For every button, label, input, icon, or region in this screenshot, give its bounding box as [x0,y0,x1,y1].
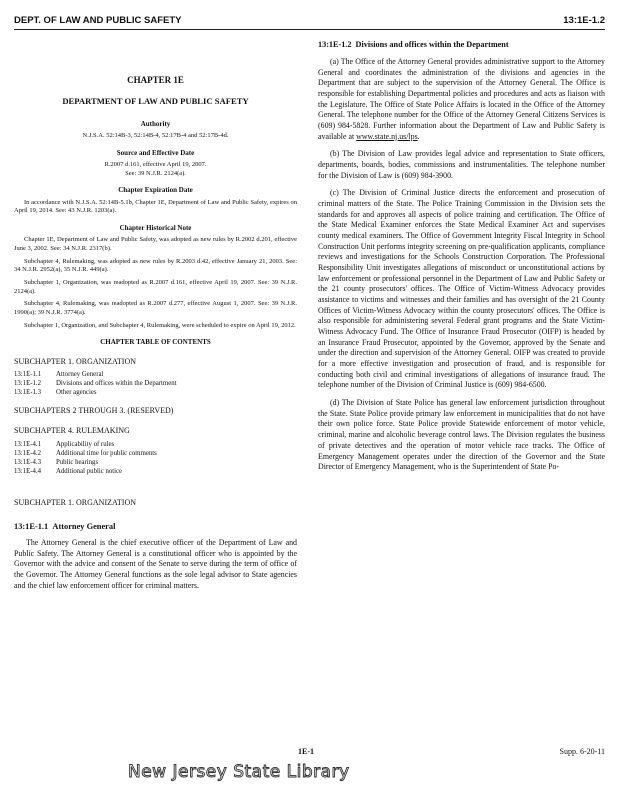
toc-item-number: 13:1E-4.2 [14,449,41,457]
paragraph-a [318,57,605,142]
history-note-4: Subchapter 4, Rulemaking, was readopted as R.2007 d.277, effective August 1, 2007. See: 39 N.J.R. 1990(a); 39 N.J.R. 3774(a). [14,300,297,316]
history-note-2: Subchapter 4, Rulemaking, was adopted as new rules by R.2003 d.42, effective January 21, 2003. See: 34 N.J.R. 2952(a), 35 N.J.R. 449(a). [14,257,297,274]
history-heading: Chapter Historical Note [119,224,192,233]
right-column [318,40,605,480]
toc-item-title: Applicability of rules [56,440,115,448]
toc-heading: CHAPTER TABLE OF CONTENTS [100,338,211,347]
section-1-1-heading [14,521,297,532]
toc-subchapter-4: SUBCHAPTER 4. RULEMAKING [14,426,130,436]
authority-text: N.J.S.A. 52:14B-3, 52:14B-4, 52:17B-4 and 52:17B-4d. [82,131,229,139]
toc-item-number: 13:1E-4.4 [14,467,41,475]
history-block [14,236,297,330]
toc-item-title: Public hearings [56,458,99,466]
authority-heading: Authority [140,119,171,128]
paragraph-b: (b) The Division of Law provides legal advice and representation to State officers, departments, boards, bodies, commissions and instrumentalities. The telephone number for the Division of Law is (609) 984-3900. [318,149,605,180]
toc-item-title: Additional public notice [56,467,123,475]
library-watermark: New Jersey State Library [128,762,350,782]
paragraph-a-end: . [417,131,420,141]
toc-subchapters-2-3: SUBCHAPTERS 2 THROUGH 3. (RESERVED) [14,406,174,416]
history-note-1: Chapter 1E, Department of Law and Public Safety, was adopted as new rules by R.2002 d.201, effective June 3, 2002. See: 34 N.J.R. 2317(b). [14,236,297,253]
section-title: Divisions and offices within the Department [355,40,509,49]
toc-item [14,379,297,388]
section-number: 13:1E-1.2 [318,40,352,49]
toc-item-title: Other agencies [56,389,97,397]
source-heading: Source and Effective Date [116,148,195,157]
department-title: DEPARTMENT OF LAW AND PUBLIC SAFETY [62,96,249,107]
toc-item-title: Divisions and offices within the Department [56,380,177,388]
toc-item [14,440,297,449]
section-title: Attorney General [52,521,116,531]
toc-subchapter-1: SUBCHAPTER 1. ORGANIZATION [14,356,137,366]
section-number: 13:1E-1.1 [14,521,49,531]
expiration-heading: Chapter Expiration Date [118,186,193,195]
toc-item-number: 13:1E-4.3 [14,458,41,466]
history-note-5: Subchapter 1, Organization, and Subchapter 4, Rulemaking, were scheduled to expire on April 19, 2012. [24,321,296,329]
header-rule [14,29,605,30]
toc-item-number: 13:1E-4.1 [14,440,41,448]
toc-item [14,449,297,458]
page-number: 1E-1 [298,747,314,756]
running-header-right: 13:1E-1.2 [563,15,605,26]
toc-item-number: 13:1E-1.1 [14,371,41,379]
left-column [14,40,297,598]
toc-item-title: Attorney General [56,371,104,379]
section-1-2-heading [318,40,605,51]
paragraph-a-text: (a) The Office of the Attorney General provides administrative support to the Attorney General and coordinates the administration of the divisions and agencies in the Department that are subject to the supervision of the Attorney General. The Office is responsible for establishing Departmental policies and procedures and acts as liaison with the Legislature. The Office of State Police Affairs is located in the Office of the Attorney General. The telephone number for the Office of the Attorney General Citizens Services is (609) 984-5828. Further information about the Department of Law and Public Safety is available at [318,56,605,141]
expiration-text: In accordance with N.J.S.A. 52:14B-5.1b, Chapter 1E, Department of Law and Public Safety, expires on April 19, 2014. See: 43 N.J.R. 1203(a). [14,198,297,215]
source-line-1: R.2007 d.161, effective April 19, 2007. [104,161,207,169]
toc-item [14,467,297,476]
running-header-left: DEPT. OF LAW AND PUBLIC SAFETY [14,15,182,26]
paragraph-d: (d) The Division of State Police has general law enforcement jurisdiction throughout the State. State Police provide primary law enforcement in municipalities that do not have their own police force. State Police provide Statewide enforcement of motor vehicle, criminal, marine and alcoholic beverage control laws. The Division regulates the business of private detectives and the operation of motor vehicle race tracks. The Office of Emergency Management operates under the direction of the Governor and the State Director of Emergency Management, who is the Superintendent of State Po- [318,398,605,472]
source-line-2: See: 39 N.J.R. 2124(a). [125,169,186,177]
toc-item-number: 13:1E-1.2 [14,380,41,388]
toc-item [14,388,297,397]
chapter-title: CHAPTER 1E [127,75,184,85]
supplement-date: Supp. 6-20-11 [559,747,605,756]
paragraph-c: (c) The Division of Criminal Justice directs the enforcement and prosecution of criminal matters of the State. The Police Training Commission in the Division sets the standards for and approves all aspects of police training and certification. The Office of the State Medical Examiner enforces the State Medical Examiner Act and supervises county medical examiners. The Office of Government Integrity Fiscal Integrity in School Construction Unit performs integrity screening on pre-qualification applicants, compliance reviews and investigations for the Schools Construction Corporation. The Professional Responsibility Unit investigates allegations of misconduct or unconstitutional actions by law enforcement or professional personnel in the Department of Law and Public Safety or the 21 county prosecutors' offices. The Office of Victim-Witness Advocacy provides assistance to victims and witnesses and their families and has oversight of the 21 County Offices of Victim-Witness Advocacy within the county prosecutors' offices. The Office is also responsible for administering several Federal grant programs and the State Victim-Witness Advocacy Fund. The Office of Insurance Fraud Prosecutor (OIFP) is headed by an Insurance Fraud Prosecutor, appointed by the Governor, approved by the Senate and under the direction and supervision of the Attorney General. OIFP was created to provide for a more effective investigation and prosecution of fraud, and is responsible for conducting both civil and criminal investigations of allegations of insurance fraud. The telephone number of the Division of Criminal Justice is (609) 984-6500. [318,188,605,390]
toc-item-title: Additional time for public comments [56,449,157,457]
toc-item [14,370,297,379]
section-1-1-text: The Attorney General is the chief executive officer of the Department of Law and Public Safety. The Attorney General is a constitutional officer who is appointed by the Governor with the advice and consent of the Senate to serve during the term of office of the Governor. The Attorney General functions as the sole legal advisor to State agencies and the chief law enforcement officer for criminal matters. [14,537,297,590]
expiration-block [14,199,297,216]
subchapter-1-heading: SUBCHAPTER 1. ORGANIZATION [14,497,137,507]
lps-website-link[interactable]: www.state.nj.us/lps [356,131,418,141]
running-header [14,10,605,26]
history-note-3: Subchapter 1, Organization, was readopted as R.2007 d.161, effective April 19, 2007. See: 39 N.J.R. 2124(a). [14,279,297,295]
toc-item-number: 13:1E-1.3 [14,389,41,397]
toc-item [14,458,297,467]
